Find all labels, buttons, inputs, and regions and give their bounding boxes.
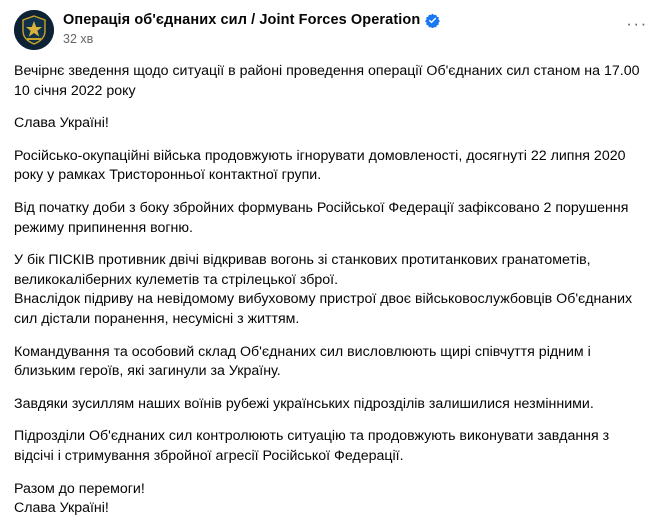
post-meta-row bbox=[63, 32, 651, 47]
post-paragraph: Від початку доби з боку збройних формувань Російської Федерації зафіксовано 2 порушення режиму припинення вогню. bbox=[14, 199, 633, 236]
page-name-row bbox=[63, 11, 651, 29]
post-paragraph: Внаслідок підриву на невідомому вибуховому пристрої двоє військовослужбовців Об'єднаних сил дістали поранення, несумісні з життям. bbox=[14, 291, 637, 327]
avatar[interactable] bbox=[14, 10, 54, 50]
post-paragraph: Разом до перемоги! bbox=[14, 480, 145, 497]
post-paragraph: Вечірнє зведення щодо ситуації в районі проведення операції Об'єднаних сил станом на 17.00 10 січня 2022 року bbox=[14, 63, 644, 99]
post-timestamp[interactable]: 32 хв bbox=[63, 32, 94, 46]
header-text bbox=[63, 10, 651, 47]
post-paragraph: Російсько-окупаційні війська продовжують ігнорувати домовленості, досягнуті 22 липня 2020 року у рамках Тристоронньої контактної групи. bbox=[14, 147, 630, 184]
page-name[interactable]: Операція об'єднаних сил / Joint Forces Operation bbox=[63, 12, 421, 28]
post-paragraph: Слава Україні! bbox=[14, 115, 109, 132]
post-paragraph: Підрозділи Об'єднаних сил контролюють ситуацію та продовжують виконувати завдання з відсічі і стримування збройної агресії Російської Федерації. bbox=[14, 428, 614, 464]
post-options-menu-icon[interactable]: ··· bbox=[626, 13, 648, 33]
verified-badge-icon bbox=[425, 13, 440, 28]
post-body bbox=[14, 62, 651, 519]
military-emblem-avatar-icon bbox=[14, 10, 54, 50]
post-paragraph: У бік ПІСКІВ противник двічі відкривав вогонь зі станкових протитанкових гранатометів, великокаліберних кулеметів та стрілецької зброї. bbox=[14, 252, 595, 288]
post-paragraph: Слава Україні! bbox=[14, 500, 109, 517]
post-paragraph: Завдяки зусиллям наших воїнів рубежі українських підрозділів залишилися незмінними. bbox=[14, 395, 594, 412]
post-header bbox=[14, 10, 651, 54]
post-paragraph: Командування та особовий склад Об'єднаних сил висловлюють щирі співчуття рідним і близьким героїв, які загинули за Україну. bbox=[14, 343, 595, 380]
